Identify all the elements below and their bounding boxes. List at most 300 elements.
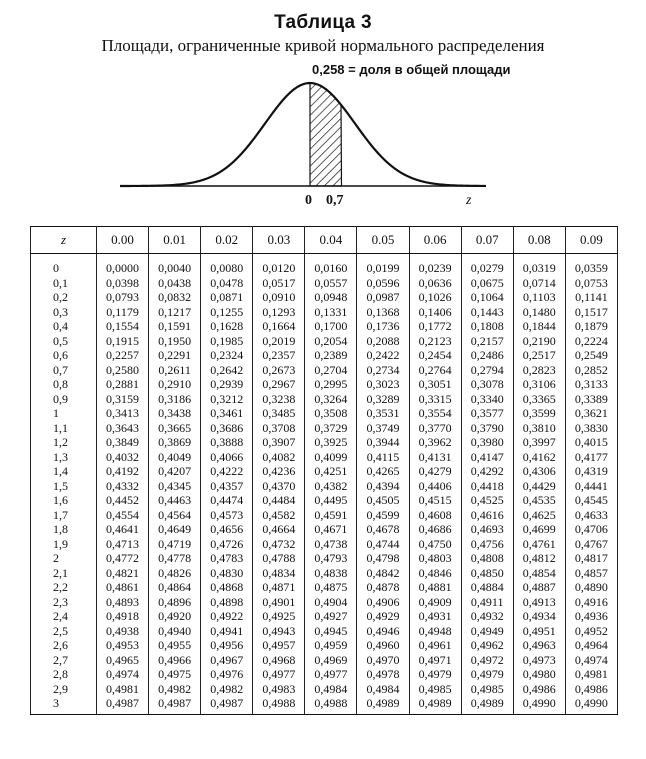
area-value-cell: 0,0359 <box>565 254 617 276</box>
area-value-cell: 0,1064 <box>461 290 513 305</box>
area-value-cell: 0,0398 <box>97 276 149 291</box>
area-value-cell: 0,2257 <box>97 348 149 363</box>
area-value-cell: 0,4608 <box>409 508 461 523</box>
area-value-cell: 0,4808 <box>461 551 513 566</box>
column-header: 0.07 <box>461 227 513 254</box>
area-value-cell: 0,4279 <box>409 464 461 479</box>
area-value-cell: 0,0120 <box>253 254 305 276</box>
area-value-cell: 0,4394 <box>357 479 409 494</box>
area-value-cell: 0,4943 <box>253 624 305 639</box>
area-value-cell: 0,2967 <box>253 377 305 392</box>
area-value-cell: 0,4842 <box>357 566 409 581</box>
area-value-cell: 0,4965 <box>97 653 149 668</box>
area-value-cell: 0,3907 <box>253 435 305 450</box>
area-value-cell: 0,4898 <box>201 595 253 610</box>
table-row <box>31 595 618 610</box>
area-value-cell: 0,0832 <box>149 290 201 305</box>
area-value-cell: 0,4969 <box>305 653 357 668</box>
table-row <box>31 290 618 305</box>
area-value-cell: 0,1179 <box>97 305 149 320</box>
area-value-cell: 0,4896 <box>149 595 201 610</box>
column-header: 0.04 <box>305 227 357 254</box>
area-value-cell: 0,4946 <box>357 624 409 639</box>
table-row <box>31 348 618 363</box>
area-value-cell: 0,4936 <box>565 609 617 624</box>
area-value-cell: 0,4699 <box>513 522 565 537</box>
area-value-cell: 0,4976 <box>201 667 253 682</box>
area-value-cell: 0,4984 <box>357 682 409 697</box>
area-value-cell: 0,4974 <box>97 667 149 682</box>
area-value-cell: 0,4871 <box>253 580 305 595</box>
area-value-cell: 0,4649 <box>149 522 201 537</box>
area-value-cell: 0,4599 <box>357 508 409 523</box>
area-value-cell: 0,4909 <box>409 595 461 610</box>
area-value-cell: 0,3621 <box>565 406 617 421</box>
table-row <box>31 667 618 682</box>
area-value-cell: 0,1331 <box>305 305 357 320</box>
area-value-cell: 0,4147 <box>461 450 513 465</box>
area-value-cell: 0,4857 <box>565 566 617 581</box>
column-header: 0.05 <box>357 227 409 254</box>
area-value-cell: 0,2357 <box>253 348 305 363</box>
area-value-cell: 0,4564 <box>149 508 201 523</box>
area-value-cell: 0,3078 <box>461 377 513 392</box>
area-value-cell: 0,4382 <box>305 479 357 494</box>
area-value-cell: 0,4406 <box>409 479 461 494</box>
page-subtitle: Площади, ограниченные кривой нормального распределения <box>101 36 545 55</box>
area-value-cell: 0,3238 <box>253 392 305 407</box>
area-value-cell: 0,4981 <box>97 682 149 697</box>
area-value-cell: 0,4452 <box>97 493 149 508</box>
area-value-cell: 0,4922 <box>201 609 253 624</box>
area-value-cell: 0,4744 <box>357 537 409 552</box>
area-value-cell: 0,4920 <box>149 609 201 624</box>
area-value-cell: 0,4959 <box>305 638 357 653</box>
area-value-cell: 0,4772 <box>97 551 149 566</box>
area-value-cell: 0,3962 <box>409 435 461 450</box>
table-row <box>31 522 618 537</box>
area-value-cell: 0,2389 <box>305 348 357 363</box>
area-value-cell: 0,4986 <box>513 682 565 697</box>
area-value-cell: 0,0714 <box>513 276 565 291</box>
column-header: 0.06 <box>409 227 461 254</box>
z-value-cell: 0,4 <box>31 319 97 334</box>
area-value-cell: 0,3770 <box>409 421 461 436</box>
area-value-cell: 0,1736 <box>357 319 409 334</box>
area-value-cell: 0,4474 <box>201 493 253 508</box>
area-value-cell: 0,4957 <box>253 638 305 653</box>
table-row <box>31 508 618 523</box>
area-value-cell: 0,0319 <box>513 254 565 276</box>
area-value-cell: 0,3289 <box>357 392 409 407</box>
area-value-cell: 0,2734 <box>357 363 409 378</box>
area-value-cell: 0,4938 <box>97 624 149 639</box>
table-row <box>31 254 618 276</box>
area-value-cell: 0,3830 <box>565 421 617 436</box>
area-value-cell: 0,3997 <box>513 435 565 450</box>
area-value-cell: 0,4719 <box>149 537 201 552</box>
z-value-cell: 1,7 <box>31 508 97 523</box>
area-value-cell: 0,2764 <box>409 363 461 378</box>
table-row <box>31 624 618 639</box>
area-value-cell: 0,4989 <box>409 696 461 714</box>
area-value-cell: 0,4656 <box>201 522 253 537</box>
area-value-cell: 0,4893 <box>97 595 149 610</box>
area-value-cell: 0,3106 <box>513 377 565 392</box>
area-value-cell: 0,4429 <box>513 479 565 494</box>
area-value-cell: 0,4989 <box>461 696 513 714</box>
area-value-cell: 0,1406 <box>409 305 461 320</box>
area-value-cell: 0,3810 <box>513 421 565 436</box>
z-value-cell: 3 <box>31 696 97 714</box>
area-value-cell: 0,0279 <box>461 254 513 276</box>
area-value-cell: 0,4418 <box>461 479 513 494</box>
z-value-cell: 1,4 <box>31 464 97 479</box>
area-value-cell: 0,4974 <box>565 653 617 668</box>
area-value-cell: 0,3485 <box>253 406 305 421</box>
z-value-cell: 2,7 <box>31 653 97 668</box>
area-value-cell: 0,4525 <box>461 493 513 508</box>
area-annotation: 0,258 = доля в общей площади <box>312 62 511 77</box>
area-value-cell: 0,3389 <box>565 392 617 407</box>
z-value-cell: 1,6 <box>31 493 97 508</box>
area-value-cell: 0,4960 <box>357 638 409 653</box>
area-value-cell: 0,1985 <box>201 334 253 349</box>
z-value-cell: 1,9 <box>31 537 97 552</box>
area-value-cell: 0,3365 <box>513 392 565 407</box>
area-value-cell: 0,4463 <box>149 493 201 508</box>
area-value-cell: 0,1950 <box>149 334 201 349</box>
area-value-cell: 0,2939 <box>201 377 253 392</box>
area-value-cell: 0,4949 <box>461 624 513 639</box>
area-value-cell: 0,4783 <box>201 551 253 566</box>
area-value-cell: 0,4082 <box>253 450 305 465</box>
area-value-cell: 0,4918 <box>97 609 149 624</box>
table-row <box>31 493 618 508</box>
area-value-cell: 0,4967 <box>201 653 253 668</box>
area-value-cell: 0,3577 <box>461 406 513 421</box>
table-row <box>31 537 618 552</box>
area-value-cell: 0,4032 <box>97 450 149 465</box>
z-value-cell: 1,3 <box>31 450 97 465</box>
column-header: 0.09 <box>565 227 617 254</box>
area-value-cell: 0,4251 <box>305 464 357 479</box>
area-value-cell: 0,2123 <box>409 334 461 349</box>
area-value-cell: 0,3461 <box>201 406 253 421</box>
area-value-cell: 0,2224 <box>565 334 617 349</box>
area-value-cell: 0,4982 <box>201 682 253 697</box>
area-value-cell: 0,4484 <box>253 493 305 508</box>
area-value-cell: 0,4192 <box>97 464 149 479</box>
area-value-cell: 0,4441 <box>565 479 617 494</box>
z-value-cell: 1,1 <box>31 421 97 436</box>
area-value-cell: 0,3159 <box>97 392 149 407</box>
area-value-cell: 0,3790 <box>461 421 513 436</box>
area-value-cell: 0,2611 <box>149 363 201 378</box>
z-value-cell: 0,9 <box>31 392 97 407</box>
area-value-cell: 0,4319 <box>565 464 617 479</box>
area-value-cell: 0,4985 <box>461 682 513 697</box>
area-value-cell: 0,4505 <box>357 493 409 508</box>
area-value-cell: 0,4671 <box>305 522 357 537</box>
area-value-cell: 0,4686 <box>409 522 461 537</box>
normal-curve <box>120 83 486 186</box>
z-value-cell: 0,1 <box>31 276 97 291</box>
z-value-cell: 1,2 <box>31 435 97 450</box>
area-value-cell: 0,4963 <box>513 638 565 653</box>
area-value-cell: 0,3643 <box>97 421 149 436</box>
area-value-cell: 0,1772 <box>409 319 461 334</box>
area-value-cell: 0,4961 <box>409 638 461 653</box>
area-value-cell: 0,1480 <box>513 305 565 320</box>
area-value-cell: 0,4953 <box>97 638 149 653</box>
area-value-cell: 0,0080 <box>201 254 253 276</box>
area-value-cell: 0,4706 <box>565 522 617 537</box>
area-value-cell: 0,0596 <box>357 276 409 291</box>
area-value-cell: 0,4972 <box>461 653 513 668</box>
area-value-cell: 0,4977 <box>253 667 305 682</box>
table-row <box>31 566 618 581</box>
area-value-cell: 0,4990 <box>513 696 565 714</box>
area-value-cell: 0,0557 <box>305 276 357 291</box>
area-value-cell: 0,4861 <box>97 580 149 595</box>
area-value-cell: 0,4929 <box>357 609 409 624</box>
area-value-cell: 0,1915 <box>97 334 149 349</box>
area-value-cell: 0,4761 <box>513 537 565 552</box>
area-value-cell: 0,2517 <box>513 348 565 363</box>
z-value-cell: 2,9 <box>31 682 97 697</box>
area-value-cell: 0,1293 <box>253 305 305 320</box>
area-value-cell: 0,4878 <box>357 580 409 595</box>
area-value-cell: 0,1255 <box>201 305 253 320</box>
area-value-cell: 0,4738 <box>305 537 357 552</box>
area-value-cell: 0,4803 <box>409 551 461 566</box>
axis-label-zero: 0 <box>305 193 312 208</box>
area-value-cell: 0,0871 <box>201 290 253 305</box>
area-value-cell: 0,4207 <box>149 464 201 479</box>
area-value-cell: 0,4826 <box>149 566 201 581</box>
area-value-cell: 0,2995 <box>305 377 357 392</box>
area-value-cell: 0,4788 <box>253 551 305 566</box>
area-value-cell: 0,4131 <box>409 450 461 465</box>
area-value-cell: 0,1517 <box>565 305 617 320</box>
area-value-cell: 0,3925 <box>305 435 357 450</box>
z-value-cell: 2,5 <box>31 624 97 639</box>
area-value-cell: 0,4913 <box>513 595 565 610</box>
area-value-cell: 0,4984 <box>305 682 357 697</box>
area-value-cell: 0,4934 <box>513 609 565 624</box>
area-value-cell: 0,1217 <box>149 305 201 320</box>
area-value-cell: 0,4925 <box>253 609 305 624</box>
area-value-cell: 0,4332 <box>97 479 149 494</box>
table-row <box>31 334 618 349</box>
area-value-cell: 0,1103 <box>513 290 565 305</box>
axis-label-z: z <box>466 193 472 208</box>
area-value-cell: 0,4756 <box>461 537 513 552</box>
column-header-z: z <box>31 227 97 254</box>
area-value-cell: 0,4887 <box>513 580 565 595</box>
area-value-cell: 0,3413 <box>97 406 149 421</box>
column-header: 0.03 <box>253 227 305 254</box>
area-value-cell: 0,2823 <box>513 363 565 378</box>
area-value-cell: 0,4236 <box>253 464 305 479</box>
area-value-cell: 0,0040 <box>149 254 201 276</box>
area-value-cell: 0,4980 <box>513 667 565 682</box>
area-value-cell: 0,4345 <box>149 479 201 494</box>
density-curve <box>120 83 486 186</box>
area-value-cell: 0,4981 <box>565 667 617 682</box>
area-value-cell: 0,1443 <box>461 305 513 320</box>
area-value-cell: 0,4713 <box>97 537 149 552</box>
table-row <box>31 551 618 566</box>
area-value-cell: 0,4986 <box>565 682 617 697</box>
area-value-cell: 0,4941 <box>201 624 253 639</box>
area-value-cell: 0,4978 <box>357 667 409 682</box>
area-value-cell: 0,4988 <box>305 696 357 714</box>
area-value-cell: 0,4955 <box>149 638 201 653</box>
area-value-cell: 0,4875 <box>305 580 357 595</box>
z-value-cell: 0,6 <box>31 348 97 363</box>
area-value-cell: 0,2704 <box>305 363 357 378</box>
area-value-cell: 0,2454 <box>409 348 461 363</box>
area-value-cell: 0,2422 <box>357 348 409 363</box>
area-value-cell: 0,3888 <box>201 435 253 450</box>
area-value-cell: 0,4812 <box>513 551 565 566</box>
area-value-cell: 0,4817 <box>565 551 617 566</box>
area-value-cell: 0,0517 <box>253 276 305 291</box>
area-value-cell: 0,4778 <box>149 551 201 566</box>
area-value-cell: 0,4633 <box>565 508 617 523</box>
area-value-cell: 0,4830 <box>201 566 253 581</box>
area-value-cell: 0,1700 <box>305 319 357 334</box>
area-value-cell: 0,4970 <box>357 653 409 668</box>
area-value-cell: 0,4940 <box>149 624 201 639</box>
z-value-cell: 2,8 <box>31 667 97 682</box>
area-value-cell: 0,2324 <box>201 348 253 363</box>
page-title: Таблица 3 <box>274 12 372 33</box>
area-value-cell: 0,0675 <box>461 276 513 291</box>
area-value-cell: 0,3186 <box>149 392 201 407</box>
table-row <box>31 276 618 291</box>
area-value-cell: 0,3944 <box>357 435 409 450</box>
area-value-cell: 0,4951 <box>513 624 565 639</box>
area-value-cell: 0,1026 <box>409 290 461 305</box>
area-value-cell: 0,4846 <box>409 566 461 581</box>
z-value-cell: 0 <box>31 254 97 276</box>
table-row <box>31 305 618 320</box>
area-value-cell: 0,4979 <box>409 667 461 682</box>
area-value-cell: 0,0160 <box>305 254 357 276</box>
area-value-cell: 0,3729 <box>305 421 357 436</box>
area-value-cell: 0,4625 <box>513 508 565 523</box>
area-value-cell: 0,4864 <box>149 580 201 595</box>
area-value-cell: 0,3508 <box>305 406 357 421</box>
area-value-cell: 0,2549 <box>565 348 617 363</box>
area-value-cell: 0,2054 <box>305 334 357 349</box>
z-value-cell: 0,2 <box>31 290 97 305</box>
area-value-cell: 0,1808 <box>461 319 513 334</box>
area-value-cell: 0,4545 <box>565 493 617 508</box>
area-value-cell: 0,2088 <box>357 334 409 349</box>
z-value-cell: 2,3 <box>31 595 97 610</box>
area-value-cell: 0,4990 <box>565 696 617 714</box>
area-value-cell: 0,4890 <box>565 580 617 595</box>
area-value-cell: 0,4066 <box>201 450 253 465</box>
area-value-cell: 0,3665 <box>149 421 201 436</box>
area-value-cell: 0,4834 <box>253 566 305 581</box>
column-header: 0.08 <box>513 227 565 254</box>
area-value-cell: 0,4988 <box>253 696 305 714</box>
area-value-cell: 0,0793 <box>97 290 149 305</box>
z-value-cell: 2,1 <box>31 566 97 581</box>
area-value-cell: 0,4222 <box>201 464 253 479</box>
area-value-cell: 0,4964 <box>565 638 617 653</box>
area-value-cell: 0,4793 <box>305 551 357 566</box>
area-value-cell: 0,4821 <box>97 566 149 581</box>
area-value-cell: 0,4906 <box>357 595 409 610</box>
table-row <box>31 479 618 494</box>
area-value-cell: 0,3438 <box>149 406 201 421</box>
area-value-cell: 0,1879 <box>565 319 617 334</box>
z-value-cell: 2,6 <box>31 638 97 653</box>
column-header: 0.01 <box>149 227 201 254</box>
area-value-cell: 0,4956 <box>201 638 253 653</box>
area-value-cell: 0,4535 <box>513 493 565 508</box>
area-value-cell: 0,3133 <box>565 377 617 392</box>
area-value-cell: 0,2673 <box>253 363 305 378</box>
area-value-cell: 0,4162 <box>513 450 565 465</box>
table-row <box>31 682 618 697</box>
area-value-cell: 0,2291 <box>149 348 201 363</box>
table-row <box>31 421 618 436</box>
area-value-cell: 0,3980 <box>461 435 513 450</box>
area-value-cell: 0,4664 <box>253 522 305 537</box>
area-value-cell: 0,4968 <box>253 653 305 668</box>
column-header: 0.02 <box>201 227 253 254</box>
area-value-cell: 0,3869 <box>149 435 201 450</box>
area-value-cell: 0,4983 <box>253 682 305 697</box>
area-value-cell: 0,4049 <box>149 450 201 465</box>
area-value-cell: 0,4850 <box>461 566 513 581</box>
area-value-cell: 0,4582 <box>253 508 305 523</box>
z-value-cell: 0,8 <box>31 377 97 392</box>
area-value-cell: 0,4591 <box>305 508 357 523</box>
area-value-cell: 0,4495 <box>305 493 357 508</box>
table-row <box>31 319 618 334</box>
area-value-cell: 0,4987 <box>201 696 253 714</box>
z-value-cell: 0,3 <box>31 305 97 320</box>
z-table <box>30 226 618 715</box>
area-value-cell: 0,0239 <box>409 254 461 276</box>
area-value-cell: 0,4515 <box>409 493 461 508</box>
area-value-cell: 0,4854 <box>513 566 565 581</box>
area-value-cell: 0,4177 <box>565 450 617 465</box>
area-value-cell: 0,4641 <box>97 522 149 537</box>
area-value-cell: 0,2881 <box>97 377 149 392</box>
area-value-cell: 0,4975 <box>149 667 201 682</box>
area-value-cell: 0,4554 <box>97 508 149 523</box>
area-value-cell: 0,4370 <box>253 479 305 494</box>
area-value-cell: 0,0636 <box>409 276 461 291</box>
area-value-cell: 0,2910 <box>149 377 201 392</box>
area-value-cell: 0,2157 <box>461 334 513 349</box>
z-value-cell: 0,7 <box>31 363 97 378</box>
area-value-cell: 0,4932 <box>461 609 513 624</box>
table-row <box>31 392 618 407</box>
area-value-cell: 0,4099 <box>305 450 357 465</box>
area-value-cell: 0,4985 <box>409 682 461 697</box>
area-value-cell: 0,3264 <box>305 392 357 407</box>
